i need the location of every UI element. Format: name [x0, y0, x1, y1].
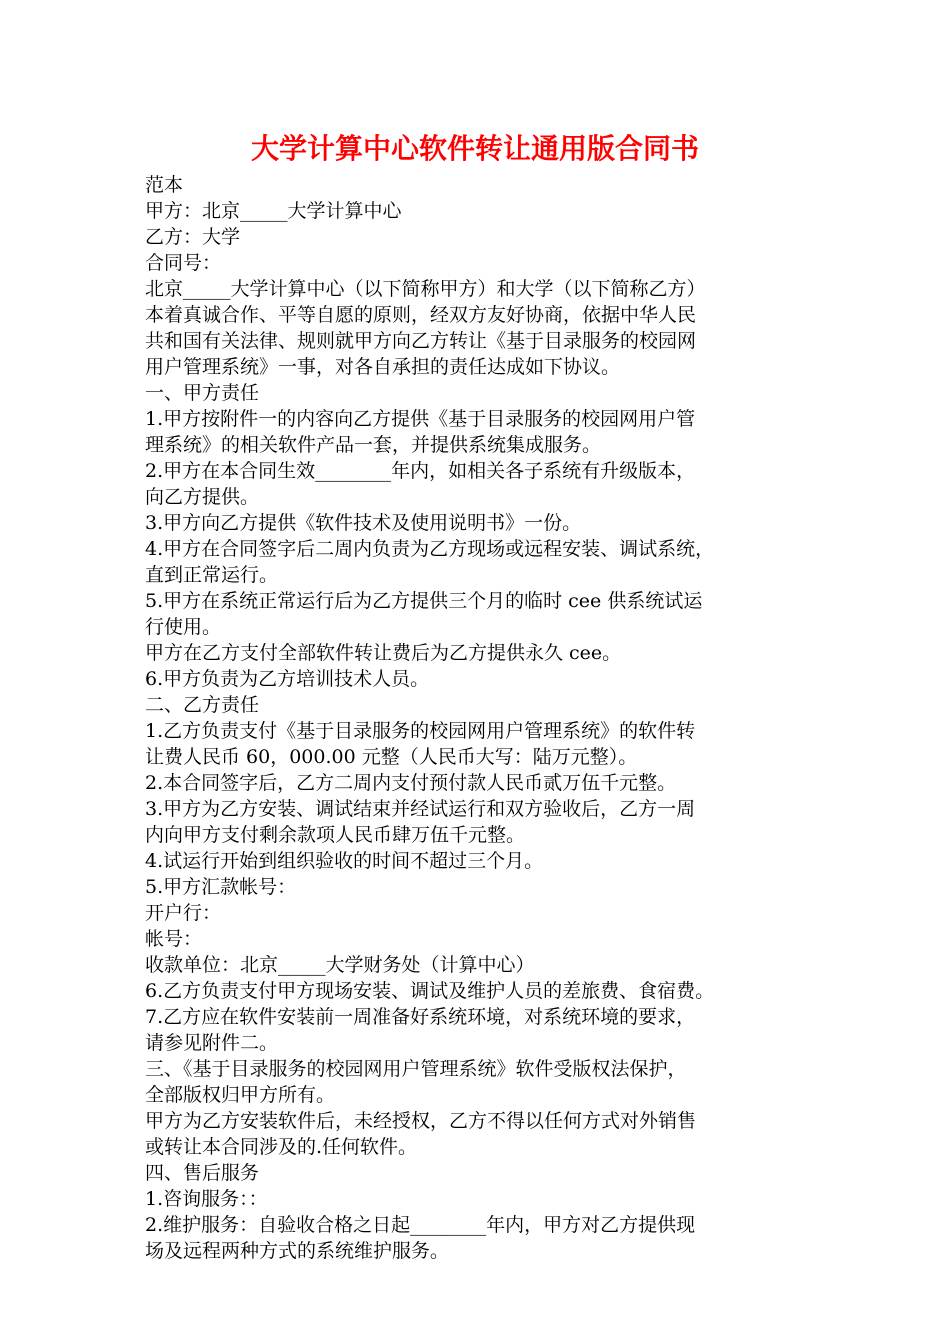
- text-line: 帐号：: [145, 928, 203, 950]
- text-line: 行使用。: [145, 616, 222, 638]
- text-line: 乙方：大学: [145, 226, 241, 248]
- text-line: 开户行：: [145, 902, 222, 924]
- text-line: 1.咨询服务：：: [145, 1188, 268, 1210]
- text-line: 范本: [145, 174, 184, 196]
- text-line: 本着真诚合作、平等自愿的原则，经双方友好协商，依据中华人民: [145, 304, 697, 326]
- text-line: 5.甲方在系统正常运行后为乙方提供三个月的临时 cee 供系统试运: [145, 590, 703, 612]
- text-line: 3.甲方向乙方提供《软件技术及使用说明书》一份。: [145, 512, 582, 534]
- document-body: [145, 172, 820, 1264]
- text-line: 甲方在乙方支付全部软件转让费后为乙方提供永久 cee。: [145, 642, 622, 664]
- text-line: 2.甲方在本合同生效________年内，如相关各子系统有升级版本，: [145, 460, 696, 482]
- text-line: 让费人民币 60，000.00 元整（人民币大写：陆万元整）。: [145, 746, 638, 768]
- text-line: 理系统》的相关软件产品一套，并提供系统集成服务。: [145, 434, 602, 456]
- text-line: 1.乙方负责支付《基于目录服务的校园网用户管理系统》的软件转: [145, 720, 696, 742]
- document-title: 大学计算中心软件转让通用版合同书: [250, 132, 699, 165]
- text-line: 5.甲方汇款帐号：: [145, 876, 297, 898]
- text-line: 北京_____大学计算中心（以下简称甲方）和大学（以下简称乙方）: [145, 278, 706, 300]
- text-line: 1.甲方按附件一的内容向乙方提供《基于目录服务的校园网用户管: [145, 408, 696, 430]
- text-line: 2.本合同签字后，乙方二周内支付预付款人民币贰万伍千元整。: [145, 772, 677, 794]
- text-line: 全部版权归甲方所有。: [145, 1084, 336, 1106]
- text-line: 3.甲方为乙方安装、调试结束并经试运行和双方验收后，乙方一周: [145, 798, 696, 820]
- text-line: 请参见附件二。: [145, 1032, 279, 1054]
- text-line: 4.甲方在合同签字后二周内负责为乙方现场或远程安装、调试系统，: [145, 538, 715, 560]
- text-line: 收款单位：北京_____大学财务处（计算中心）: [145, 954, 535, 976]
- section-heading: 四、售后服务: [145, 1162, 260, 1184]
- text-line: 或转让本合同涉及的.任何软件。: [145, 1136, 418, 1158]
- text-line: 内向甲方支付剩余款项人民币肆万伍千元整。: [145, 824, 526, 846]
- text-line: 6.乙方负责支付甲方现场安装、调试及维护人员的差旅费、食宿费。: [145, 980, 715, 1002]
- text-line: 共和国有关法律、规则就甲方向乙方转让《基于目录服务的校园网: [145, 330, 697, 352]
- text-line: 甲方为乙方安装软件后，未经授权，乙方不得以任何方式对外销售: [145, 1110, 697, 1132]
- text-line: 直到正常运行。: [145, 564, 279, 586]
- text-line: 2.维护服务：自验收合格之日起________年内，甲方对乙方提供现: [145, 1214, 696, 1236]
- text-line: 用户管理系统》一事，对各自承担的责任达成如下协议。: [145, 356, 621, 378]
- text-line: 6.甲方负责为乙方培训技术人员。: [145, 668, 430, 690]
- section-heading: 三、《基于目录服务的校园网用户管理系统》软件受版权法保护，: [145, 1058, 687, 1080]
- text-line: 向乙方提供。: [145, 486, 260, 508]
- text-line: 合同号：: [145, 252, 222, 274]
- section-heading: 二、乙方责任: [145, 694, 260, 716]
- section-heading: 一、甲方责任: [145, 382, 260, 404]
- text-line: 场及远程两种方式的系统维护服务。: [145, 1240, 450, 1262]
- text-line: 甲方：北京_____大学计算中心: [145, 200, 402, 222]
- text-line: 4.试运行开始到组织验收的时间不超过三个月。: [145, 850, 544, 872]
- text-line: 7.乙方应在软件安装前一周准备好系统环境，对系统环境的要求，: [145, 1006, 696, 1028]
